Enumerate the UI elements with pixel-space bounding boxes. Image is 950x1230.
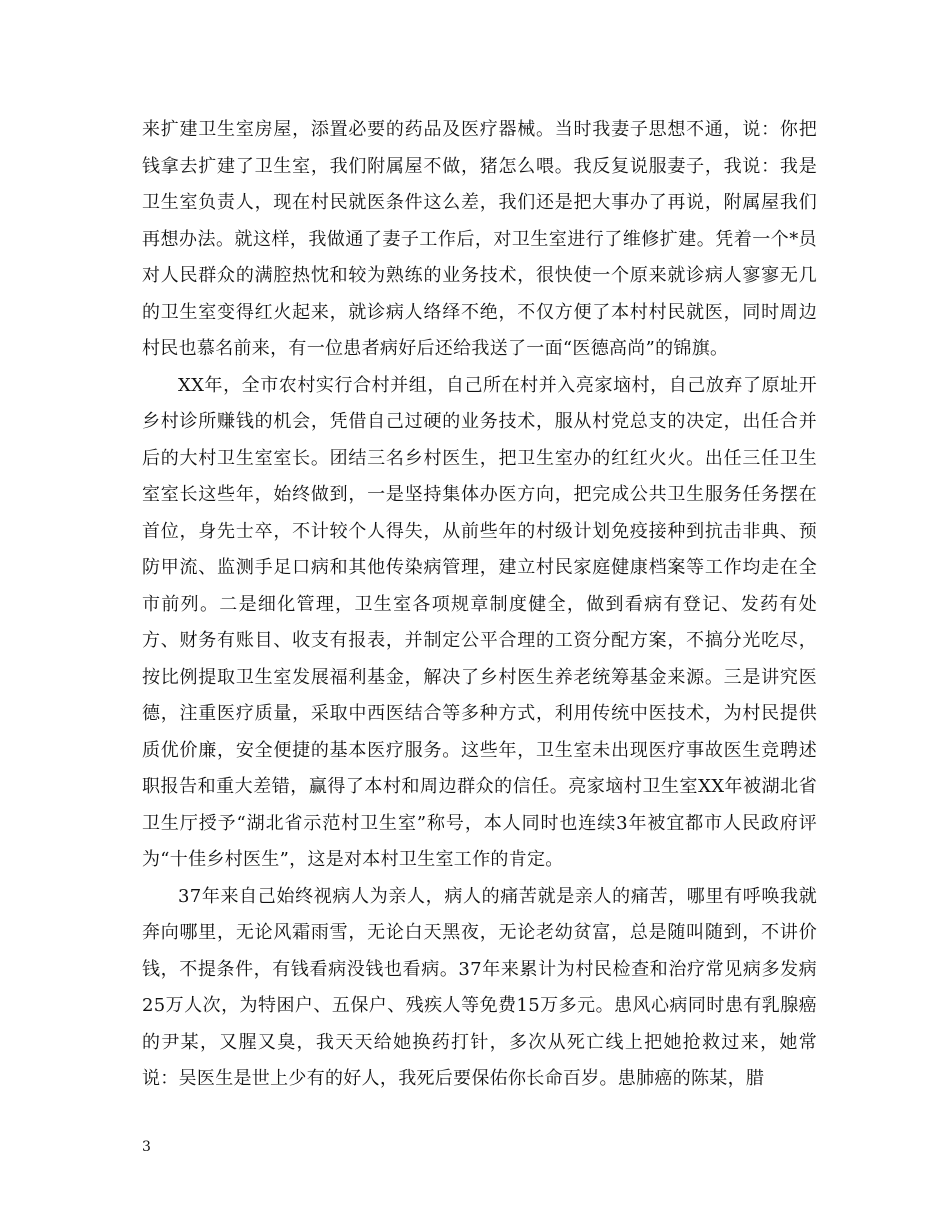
paragraph-3: 37年来自己始终视病人为亲人，病人的痛苦就是亲人的痛苦，哪里有呼唤我就奔向哪里，无论风霜雨雪，无论白天黑夜，无论老幼贫富，总是随叫随到，不讲价钱，不提条件，有钱看病没钱也看病。37年来累计为村民检查和治疗常见病多发病25万人次，为特困户、五保户、残疾人等免费15万多元。患风心病同时患有乳腺癌的尹某，又腥又臭，我天天给她换药打针，多次从死亡线上把她抢救过来，她常说：吴医生是世上少有的好人，我死后要保佑你长命百岁。患肺癌的陈某，腊 (142, 885, 817, 1089)
paragraph-2: XX年，全市农村实行合村并组，自己所在村并入亮家垴村，自己放弃了原址开乡村诊所赚钱的机会，凭借自己过硬的业务技术，服从村党总支的决定，出任合并后的大村卫生室室长。团结三名乡村医生，把卫生室办的红红火火。出任三任卫生室室长这些年，始终做到，一是坚持集体办医方向，把完成公共卫生服务任务摆在首位，身先士卒，不计较个人得失，从前些年的村级计划免疫接种到抗击非典、预防甲流、监测手足口病和其他传染病管理，建立村民家庭健康档案等工作均走在全市前列。二是细化管理，卫生室各项规章制度健全，做到看病有登记、发药有处方、财务有账目、收支有报表，并制定公平合理的工资分配方案，不搞分光吃尽，按比例提取卫生室发展福利基金，解决了乡村医生养老统筹基金来源。三是讲究医德，注重医疗质量，采取中西医结合等多种方式，利用传统中医技术，为村民提供质优价廉，安全便捷的基本医疗服务。这些年，卫生室未出现医疗事故医生竞聘述职报告和重大差错，赢得了本村和周边群众的信任。亮家垴村卫生室XX年被湖北省卫生厅授予“湖北省示范村卫生室”称号，本人同时也连续3年被宜都市人民政府评为“十佳乡村医生”，这是对本村卫生室工作的肯定。 (142, 374, 817, 870)
document-body (142, 112, 817, 1098)
page-number: 3 (142, 1139, 151, 1155)
paragraph-1: 来扩建卫生室房屋，添置必要的药品及医疗器械。当时我妻子思想不通，说：你把钱拿去扩建了卫生室，我们附属屋不做，猪怎么喂。我反复说服妻子，我说：我是卫生室负责人，现在村民就医条件这么差，我们还是把大事办了再说，附属屋我们再想办法。就这样，我做通了妻子工作后，对卫生室进行了维修扩建。凭着一个*员对人民群众的满腔热忱和较为熟练的业务技术，很快使一个原来就诊病人寥寥无几的卫生室变得红火起来，就诊病人络绎不绝，不仅方便了本村村民就医，同时周边村民也慕名前来，有一位患者病好后还给我送了一面“医德高尚”的锦旗。 (142, 119, 817, 359)
